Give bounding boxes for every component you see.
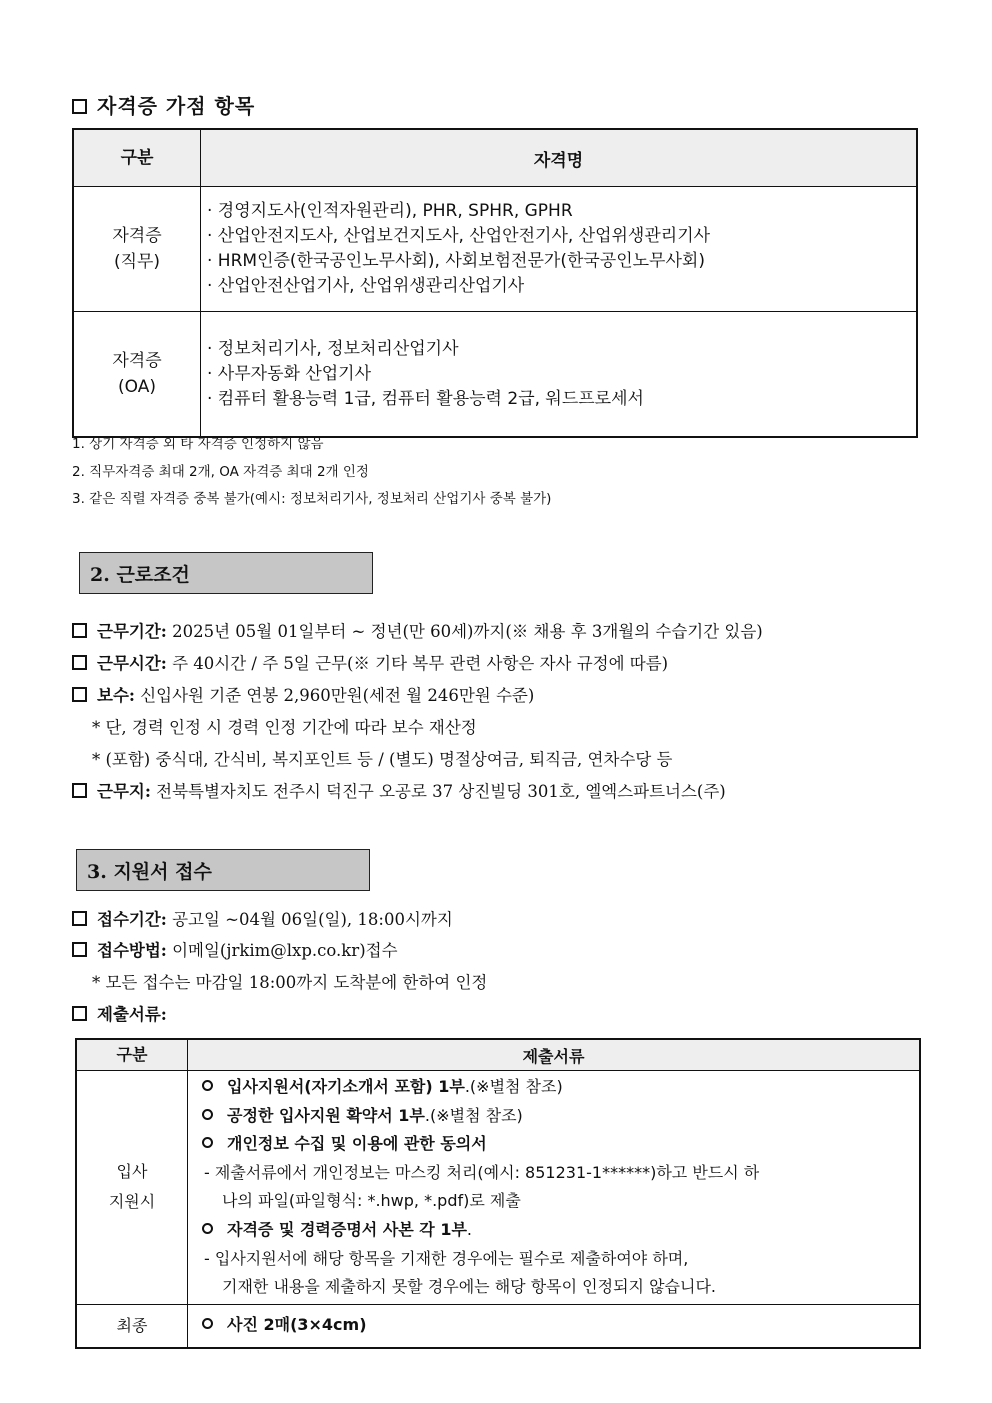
list-item (202, 1130, 911, 1159)
documents-table (75, 1038, 921, 1349)
pay-line (72, 682, 534, 706)
application-method-line (72, 937, 398, 961)
application-method-note: * 모든 접수는 마감일 18:00까지 도착분에 한하여 인정 (92, 973, 488, 992)
list-item: · HRM인증(한국공인노무사회), 사회보험전문가(한국공인노무사회) (207, 251, 705, 271)
location-value: 전북특별자치도 전주시 덕진구 오공로 37 상진빌딩 301호, 엘엑스파트너스(주) (150, 782, 726, 801)
category-line: (직무) (113, 252, 161, 272)
doc-note: - 제출서류에서 개인정보는 마스킹 처리(예시: 851231-1******)하고 반드시 하 (204, 1162, 760, 1182)
circle-bullet-icon (202, 1080, 213, 1091)
list-item: · 산업안전산업기사, 산업위생관리산업기사 (207, 276, 525, 296)
doc-name: 공정한 입사지원 확약서 1부 (227, 1105, 425, 1125)
checkbox-square-icon (72, 623, 87, 638)
row-items-job (201, 187, 918, 312)
qualification-title-text: 자격증 가점 항목 (97, 94, 256, 118)
list-item: · 산업안전지도사, 산업보건지도사, 산업안전기사, 산업위생관리기사 (207, 226, 711, 246)
documents-table-header (76, 1039, 920, 1071)
checkbox-square-icon (72, 655, 87, 670)
note-item: 2. 직무자격증 최대 2개, OA 자격증 최대 2개 인정 (72, 463, 369, 480)
list-item: · 사무자동화 산업기사 (207, 363, 372, 384)
list-item (202, 1073, 911, 1102)
header-category: 구분 (73, 129, 201, 187)
row-items-oa (201, 312, 918, 438)
doc-name: 개인정보 수집 및 이용에 관한 동의서 (227, 1134, 487, 1154)
work-period-line (72, 618, 763, 642)
application-period-line (72, 906, 453, 930)
doc-suffix: .(※별첨 참조) (424, 1105, 523, 1125)
location-line (72, 778, 726, 802)
header-name: 자격명 (201, 129, 918, 187)
list-item (202, 1216, 911, 1245)
documents-line (72, 1001, 167, 1025)
header-docs: 제출서류 (188, 1039, 921, 1071)
application-period-value: 공고일 ~04월 06일(일), 18:00시까지 (166, 910, 453, 929)
category-line: (OA) (118, 377, 156, 397)
list-item (202, 1102, 911, 1131)
doc-note: 나의 파일(파일형식: *.hwp, *.pdf)로 제출 (222, 1191, 521, 1211)
table-row (76, 1071, 920, 1305)
pay-note: * (포함) 중식대, 간식비, 복지포인트 등 / (별도) 명절상여금, 퇴직금, 연차수당 등 (92, 750, 673, 769)
note-item: 3. 같은 직렬 자격증 중복 불가(예시: 정보처리기사, 정보처리 산업기사 중복 불가) (72, 491, 552, 507)
table-row (73, 187, 917, 312)
circle-bullet-icon (202, 1318, 213, 1329)
doc-note: - 입사지원서에 해당 항목을 기재한 경우에는 필수로 제출하여야 하며, (204, 1248, 689, 1268)
circle-bullet-icon (202, 1137, 213, 1148)
table-row (73, 312, 917, 438)
note-item: 1. 상기 자격증 외 타 자격증 인정하지 않음 (72, 436, 324, 452)
checkbox-square-icon (72, 911, 87, 926)
qualification-notes (72, 431, 551, 514)
work-period-value: 2025년 05월 01일부터 ~ 정년(만 60세)까지(※ 채용 후 3개월의 수습기간 있음) (166, 622, 763, 641)
application-period-label: 접수기간: (97, 910, 167, 929)
circle-bullet-icon (202, 1223, 213, 1234)
doc-name: 사진 2매(3×4cm) (227, 1315, 367, 1335)
pay-label: 보수: (97, 686, 135, 705)
category-line: 입사 (116, 1162, 148, 1182)
row-category-job (73, 187, 201, 312)
work-period-label: 근무기간: (97, 622, 167, 641)
section-heading-work-conditions: 2. 근로조건 (79, 552, 373, 594)
work-hours-line (72, 650, 668, 674)
qualification-table-header (73, 129, 917, 187)
row-category-final: 최종 (76, 1304, 188, 1348)
row-category-application (76, 1071, 188, 1305)
work-hours-value: 주 40시간 / 주 5일 근무(※ 기타 복무 관련 사항은 자사 규정에 따름) (166, 654, 669, 673)
pay-note: * 단, 경력 인정 시 경력 인정 기간에 따라 보수 재산정 (92, 718, 477, 737)
documents-label: 제출서류: (97, 1005, 167, 1024)
application-method-value: 이메일(jrkim@lxp.co.kr)접수 (166, 941, 398, 960)
application-method-label: 접수방법: (97, 941, 167, 960)
doc-suffix: . (466, 1219, 473, 1239)
list-item: · 경영지도사(인적자원관리), PHR, SPHR, GPHR (207, 201, 573, 221)
row-docs-final (188, 1304, 921, 1348)
location-label: 근무지: (97, 782, 151, 801)
category-line: 자격증 (112, 351, 162, 371)
doc-suffix: .(※별첨 참조) (464, 1077, 563, 1096)
checkbox-square-icon (72, 942, 87, 957)
qualification-table (72, 128, 918, 438)
checkbox-square-icon (72, 783, 87, 798)
qualification-section-title (72, 90, 255, 119)
checkbox-square-icon (72, 99, 87, 114)
header-category: 구분 (76, 1039, 188, 1071)
row-category-oa (73, 312, 201, 438)
work-hours-label: 근무시간: (97, 654, 167, 673)
doc-note: 기재한 내용을 제출하지 못할 경우에는 해당 항목이 인정되지 않습니다. (222, 1277, 716, 1297)
table-row (76, 1304, 920, 1348)
list-item: · 정보처리기사, 정보처리산업기사 (207, 338, 459, 359)
category-line: 자격증 (112, 226, 162, 246)
checkbox-square-icon (72, 1006, 87, 1021)
checkbox-square-icon (72, 687, 87, 702)
row-docs-application (188, 1071, 921, 1305)
doc-name: 자격증 및 경력증명서 사본 각 1부 (227, 1219, 467, 1239)
category-line: 지원시 (108, 1192, 156, 1212)
doc-name: 입사지원서(자기소개서 포함) 1부 (227, 1077, 465, 1096)
section-heading-application: 3. 지원서 접수 (76, 849, 370, 891)
list-item: · 컴퓨터 활용능력 1급, 컴퓨터 활용능력 2급, 워드프로세서 (207, 388, 644, 409)
circle-bullet-icon (202, 1109, 213, 1120)
pay-value: 신입사원 기준 연봉 2,960만원(세전 월 246만원 수준) (134, 686, 535, 705)
